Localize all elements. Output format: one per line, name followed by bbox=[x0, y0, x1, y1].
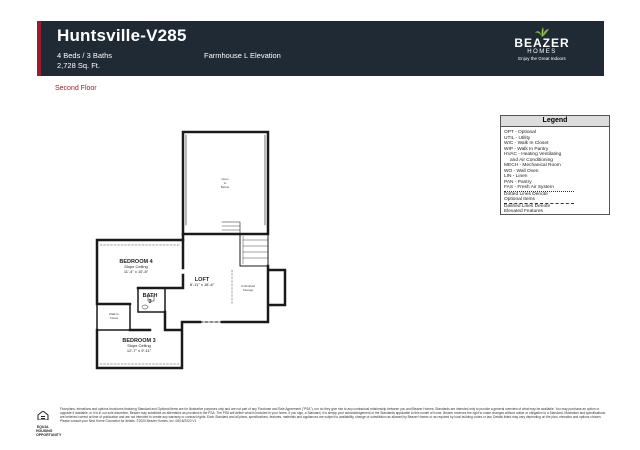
legend-item: MECH - Mechanical Room bbox=[504, 163, 561, 168]
legal-disclaimer: Floorplans, elevations and options brochures featuring Standard and Optional items are for illustrative purposes only and are not part of any Purchase and Sale Agreement ("PSA"), nor do they give rise to any contractual relationship between you and Beazer Homes. Standards are intended only to provide a general overview of what may be available. You may purchase an option or upgrade if available, or it is in our sole discretion, Beazer may substitute an alternative as provided in the PSA. The PSA will define what is included in your home. If you sign, a Standard, it is simply your acknowledgement of the Standards applicable to this model of home. Beazer reserves the right to make changes without notice or obligation to a Standard, Illustration and specifications are believed correct at time of publication and are not intended to create any warranty or contract rights. Each Standard and all plans, specifications, features, materials and appliances are subject to availability, change or substitution as allowed by Beazer Homes or as required by local building codes or law. Details listed may vary depending on the plan, elevation and options chosen. Please consult your New Home Counselor for details. ©2020 Beazer Homes, Inc. 06/16/2020 V1 bbox=[60, 407, 606, 423]
legend-item: WIP - Walk In Pantry bbox=[504, 146, 549, 152]
brand-sub: HOMES bbox=[527, 49, 557, 55]
storage-label-2: Storage bbox=[242, 288, 254, 292]
legend-item: LIN - Linen bbox=[504, 174, 528, 179]
legend-dashed-line: Dashed Lines Denote bbox=[504, 203, 574, 210]
bedroom4-name: BEDROOM 4 bbox=[119, 259, 153, 265]
legend-item: FAS - Fresh Air System bbox=[504, 185, 554, 190]
eho-line2: OPPORTUNITY bbox=[36, 433, 62, 437]
legend-item: and Air Conditioning bbox=[510, 157, 553, 163]
legend-item: Optional Items bbox=[504, 197, 535, 202]
plan-name: Huntsville-V285 bbox=[57, 26, 187, 45]
legend-title: Legend bbox=[501, 116, 609, 127]
legend-item: WIC - Walk In Closet bbox=[504, 141, 549, 146]
brand-tagline: Enjoy the Great Indoors bbox=[518, 56, 566, 61]
beds-baths: 4 Beds / 3 Baths bbox=[57, 51, 113, 60]
bedroom4-note: Slope Ceiling bbox=[124, 264, 148, 269]
legend-item: UTIL - Utility bbox=[504, 135, 531, 141]
open-label-1: Open bbox=[221, 177, 229, 181]
closet-label-2: Closet bbox=[109, 316, 119, 320]
bath3-name: BATH bbox=[142, 293, 158, 299]
house-icon bbox=[37, 411, 49, 420]
legend-item: PAN - Pantry bbox=[504, 179, 532, 185]
legend-item: OPT - Optional bbox=[504, 130, 536, 135]
loft-size: 8'-11" x 18'-6" bbox=[189, 282, 215, 287]
loft-name: LOFT bbox=[194, 277, 210, 283]
closet-label-1: Walk-In bbox=[108, 312, 120, 316]
legend-item: Elevated Features bbox=[504, 209, 543, 214]
legend-dotted-line: Dotted Lines Denote bbox=[504, 191, 574, 198]
bedroom4-size: 11'-4" x 10'-8" bbox=[123, 269, 149, 274]
bedroom3-note: Slope Ceiling bbox=[127, 343, 151, 348]
bedroom3-size: 12'-7" x 9'-11" bbox=[126, 348, 152, 353]
open-label-3: Below bbox=[220, 185, 230, 189]
bedroom3-name: BEDROOM 3 bbox=[122, 338, 156, 344]
stair-outline bbox=[240, 234, 268, 266]
storage-label-1: Unfinished bbox=[240, 284, 256, 288]
square-footage: 2,728 Sq. Ft. bbox=[57, 61, 100, 70]
brand-name: BEAZER bbox=[514, 36, 570, 50]
equal-housing-logo bbox=[36, 407, 62, 437]
elevation-name: Farmhouse L Elevation bbox=[204, 51, 281, 60]
legend-item: HVAC - Heating Ventilating bbox=[504, 152, 562, 157]
open-label-2: to bbox=[223, 181, 227, 185]
legend-item: WO - Wall Oven bbox=[504, 168, 539, 174]
bath3-number: 3 bbox=[148, 299, 152, 305]
eho-line1: EQUAL HOUSING bbox=[36, 425, 53, 433]
floor-title: Second Floor bbox=[55, 85, 97, 92]
